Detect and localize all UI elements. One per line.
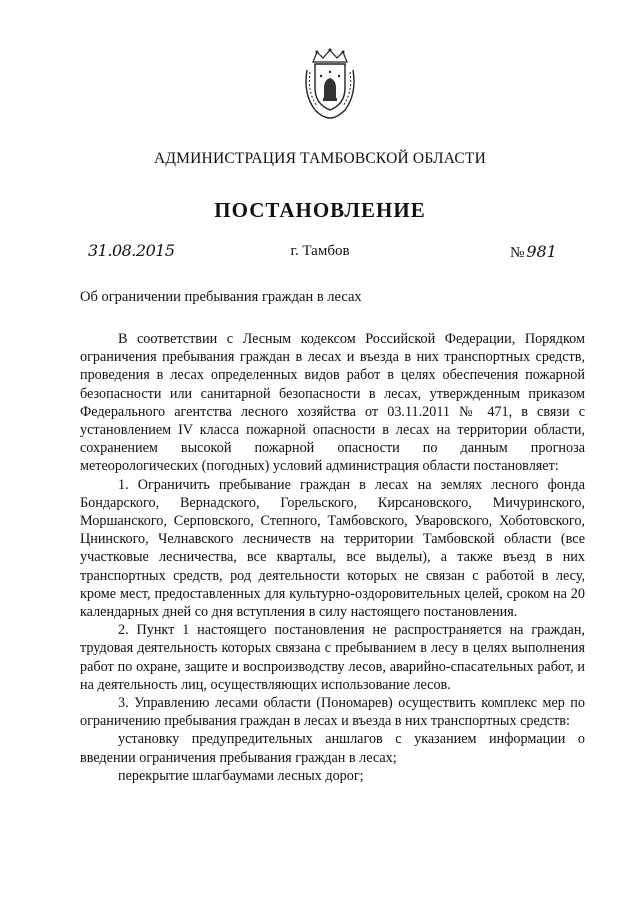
agency-name: АДМИНИСТРАЦИЯ ТАМБОВСКОЙ ОБЛАСТИ [154,150,486,167]
document-city: г. Тамбов [290,243,350,259]
paragraph-item-2: 2. Пункт 1 настоящего постановления не распространяется на граждан, трудовая деятельность которых связана с пребыванием в лесу в целях выполнения работ по охране, защите и воспроизводству лесов, аварийно-спасательных работ, и на деятельность лиц, осуществляющих использование лесов. [80,622,585,693]
paragraph-subitem-barriers: перекрытие шлагбаумами лесных дорог; [118,767,364,784]
number-value: 981 [526,242,557,261]
number-label: № [510,245,525,261]
document-body [80,330,585,785]
document-number [510,242,557,262]
paragraph-item-3: 3. Управлению лесами области (Пономарев) осуществить комплекс мер по ограничению пребывания граждан в лесах и въезда в них транспортных средств: [80,695,585,730]
paragraph-subitem-signs: установку предупредительных аншлагов с указанием информации о введении ограничения пребывания граждан в лесах; [80,731,585,766]
document-date: 31.08.2015 [88,241,175,260]
paragraph-preamble: В соответствии с Лесным кодексом Российской Федерации, Порядком ограничения пребывания граждан в лесах и въезда в них транспортных средств, проведения в лесах определенных видов работ в целях обеспечения пожарной безопасности или санитарной безопасности в лесах, утвержденным приказом Федерального агентства лесного хозяйства от 03.11.2011 № 471, в связи с установлением IV класса пожарной опасности в лесах на территории области, сохранением высокой пожарной опасности по данным прогноза метеорологических (погодных) условий администрация области постановляет: [80,331,585,475]
document-type: ПОСТАНОВЛЕНИЕ [214,198,426,222]
document-subject: Об ограничении пребывания граждан в лесах [80,289,362,305]
coat-of-arms-icon [301,48,359,120]
paragraph-item-1: 1. Ограничить пребывание граждан в лесах на землях лесного фонда Бондарского, Вернадского, Горельского, Кирсановского, Мичуринского, Моршанского, Серповского, Степного, Тамбовского, Уваровского, Хоботовского, Цнинского, Челнавского лесничеств на территории Тамбовской области (все участковые лесничества, все кварталы, все выделы), а также въезд в них транспортных средств, род деятельности которых не связан с работой в лесу, кроме мест, предоставленных для культурно-оздоровительных целей, сроком на 20 календарных дней со дня вступления в силу настоящего постановления. [80,476,585,621]
